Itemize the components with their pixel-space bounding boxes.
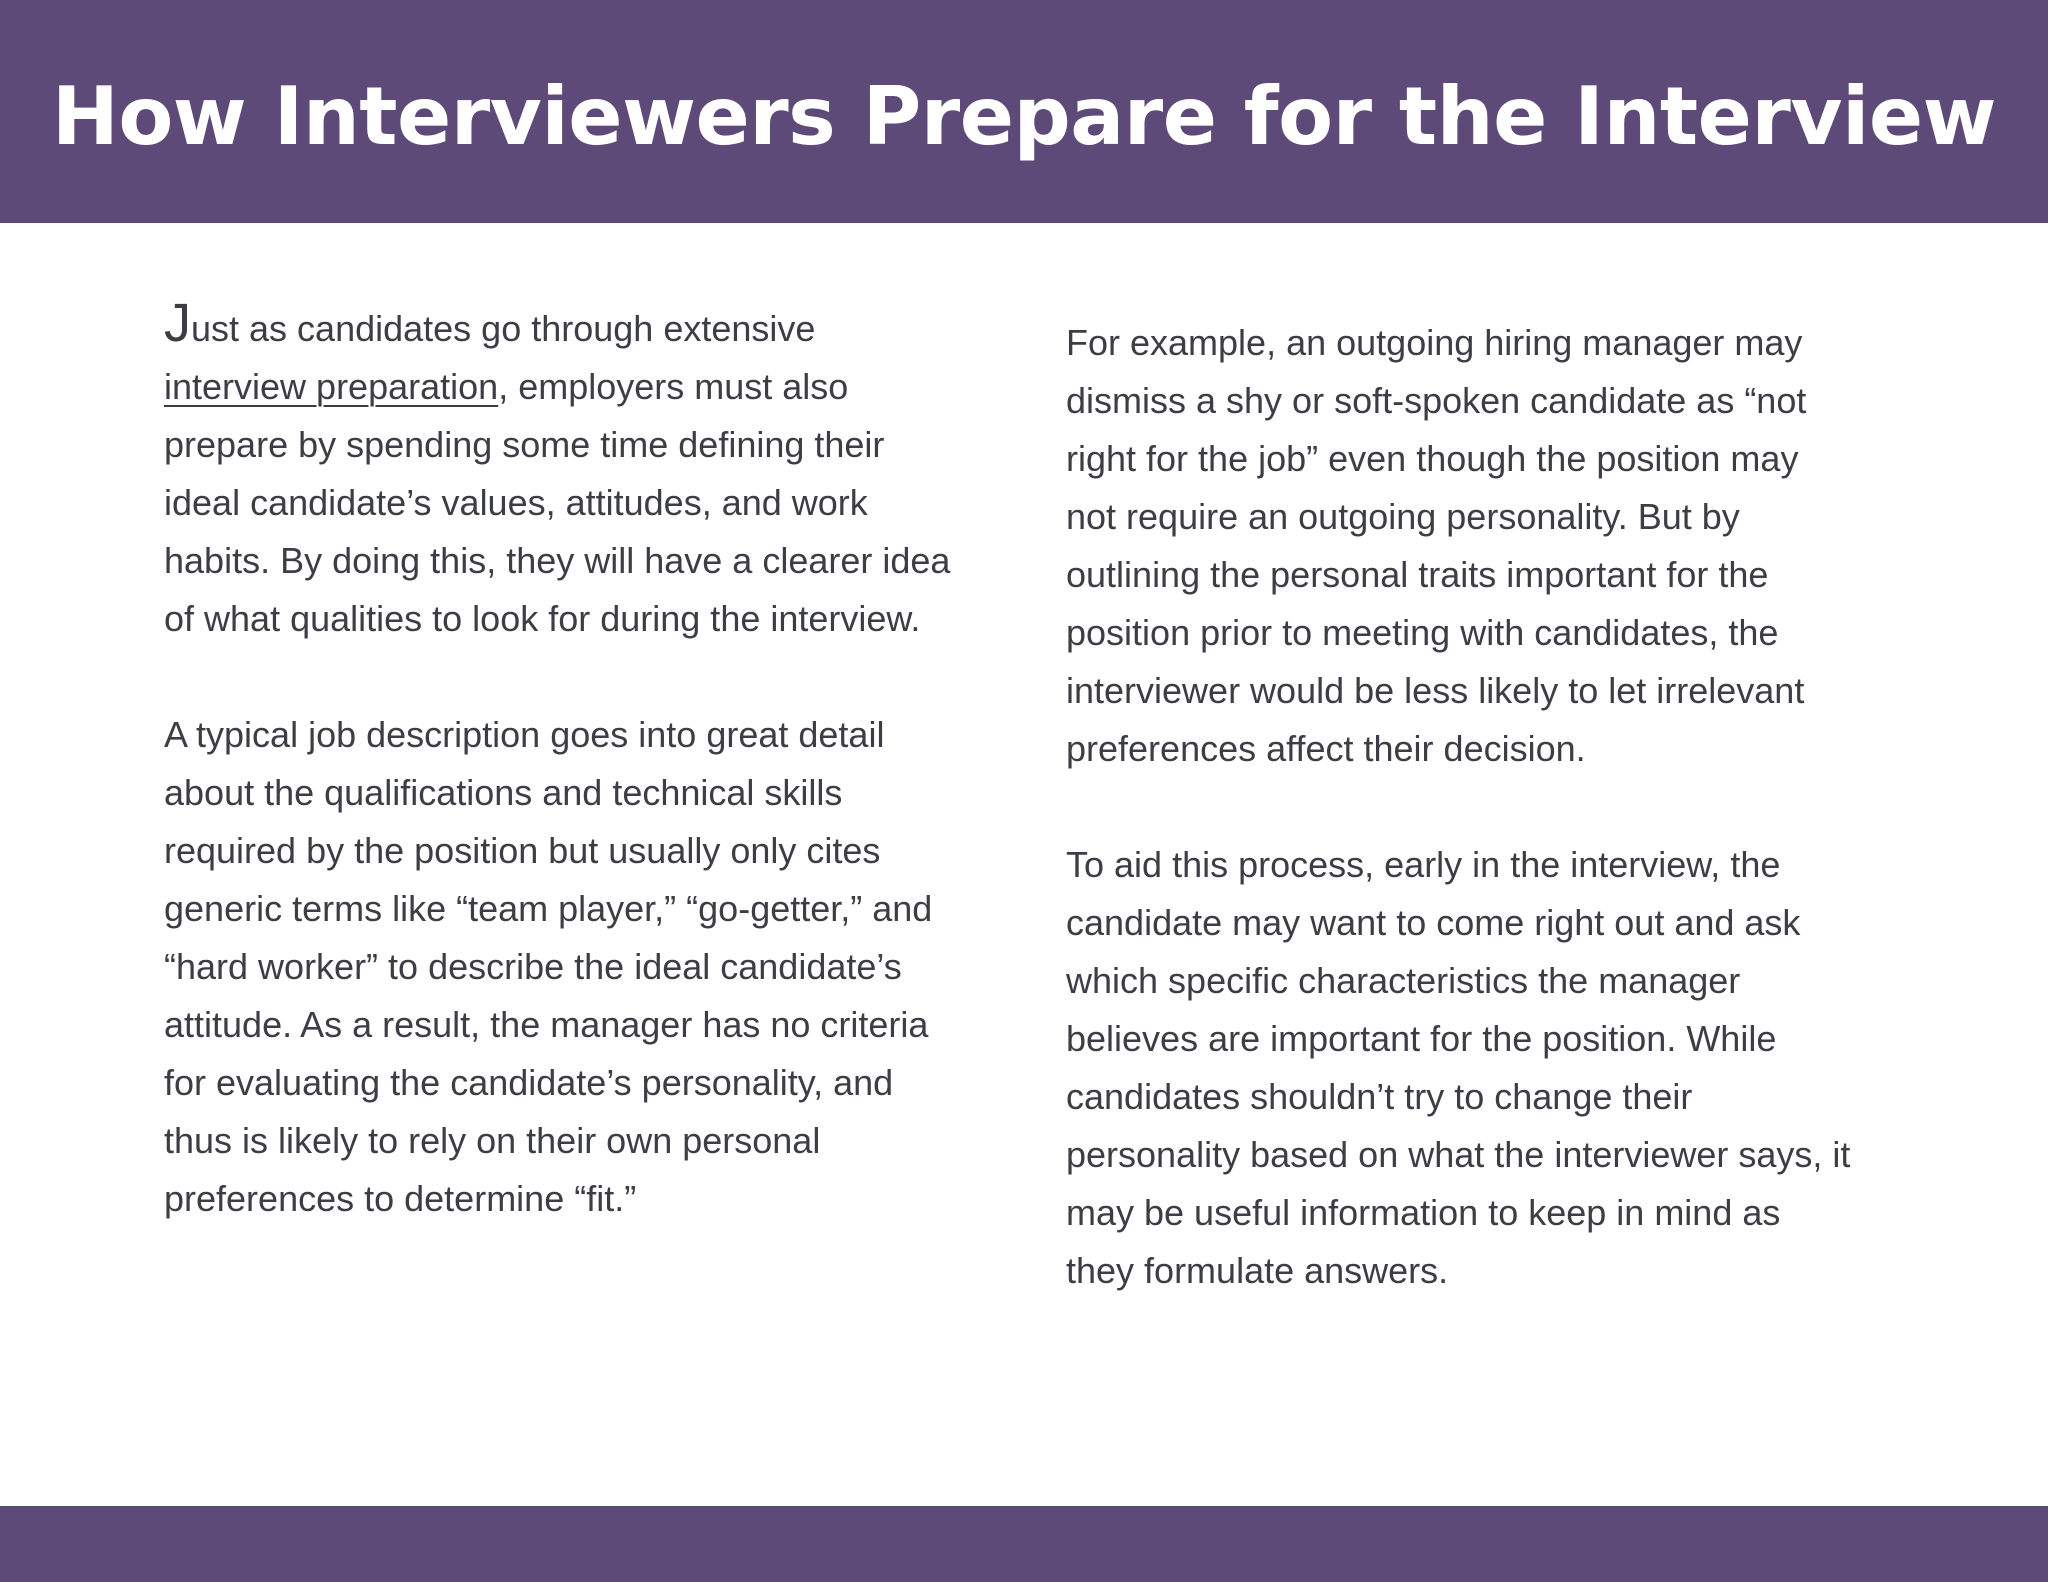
header-band (0, 0, 2048, 223)
intro-rest-text: , employers must also prepare by spending some time defining their ideal candidate’s values, attitudes, and work habits. By doing this, they will have a clearer idea of what qualities to look for during the interview. (164, 366, 951, 639)
aid-process-paragraph: To aid this process, early in the interview, the candidate may want to come right out and ask which specific characteristics the manager believes are important for the position. While candidates shouldn’t try to change their personality based on what the interviewer says, it may be useful information to keep in mind as they formulate answers. (1066, 844, 1851, 1291)
intro-lead-text: ust as candidates go through extensive (191, 308, 816, 349)
right-column (1066, 314, 1856, 1358)
example-paragraph: For example, an outgoing hiring manager may dismiss a shy or soft-spoken candidate as “not right for the job” even though the position may not require an outgoing personality. But by outlining the personal traits important for the position prior to meeting with candidates, the interviewer would be less likely to let irrelevant preferences affect their decision. (1066, 322, 1807, 769)
intro-paragraph (164, 293, 954, 648)
job-description-paragraph: A typical job description goes into great detail about the qualifications and technical skills required by the position but usually only cites generic terms like “team player,” “go-getter,” and “hard worker” to describe the ideal candidate’s attitude. As a result, the manager has no criteria for evaluating the candidate’s personality, and thus is likely to rely on their own personal preferences to determine “fit.” (164, 714, 933, 1219)
footer-band (0, 1506, 2048, 1582)
drop-letter: J (164, 293, 191, 353)
page-title: How Interviewers Prepare for the Interview (51, 70, 1997, 163)
interview-preparation-link[interactable]: interview preparation (164, 366, 499, 407)
left-column (164, 293, 954, 1286)
